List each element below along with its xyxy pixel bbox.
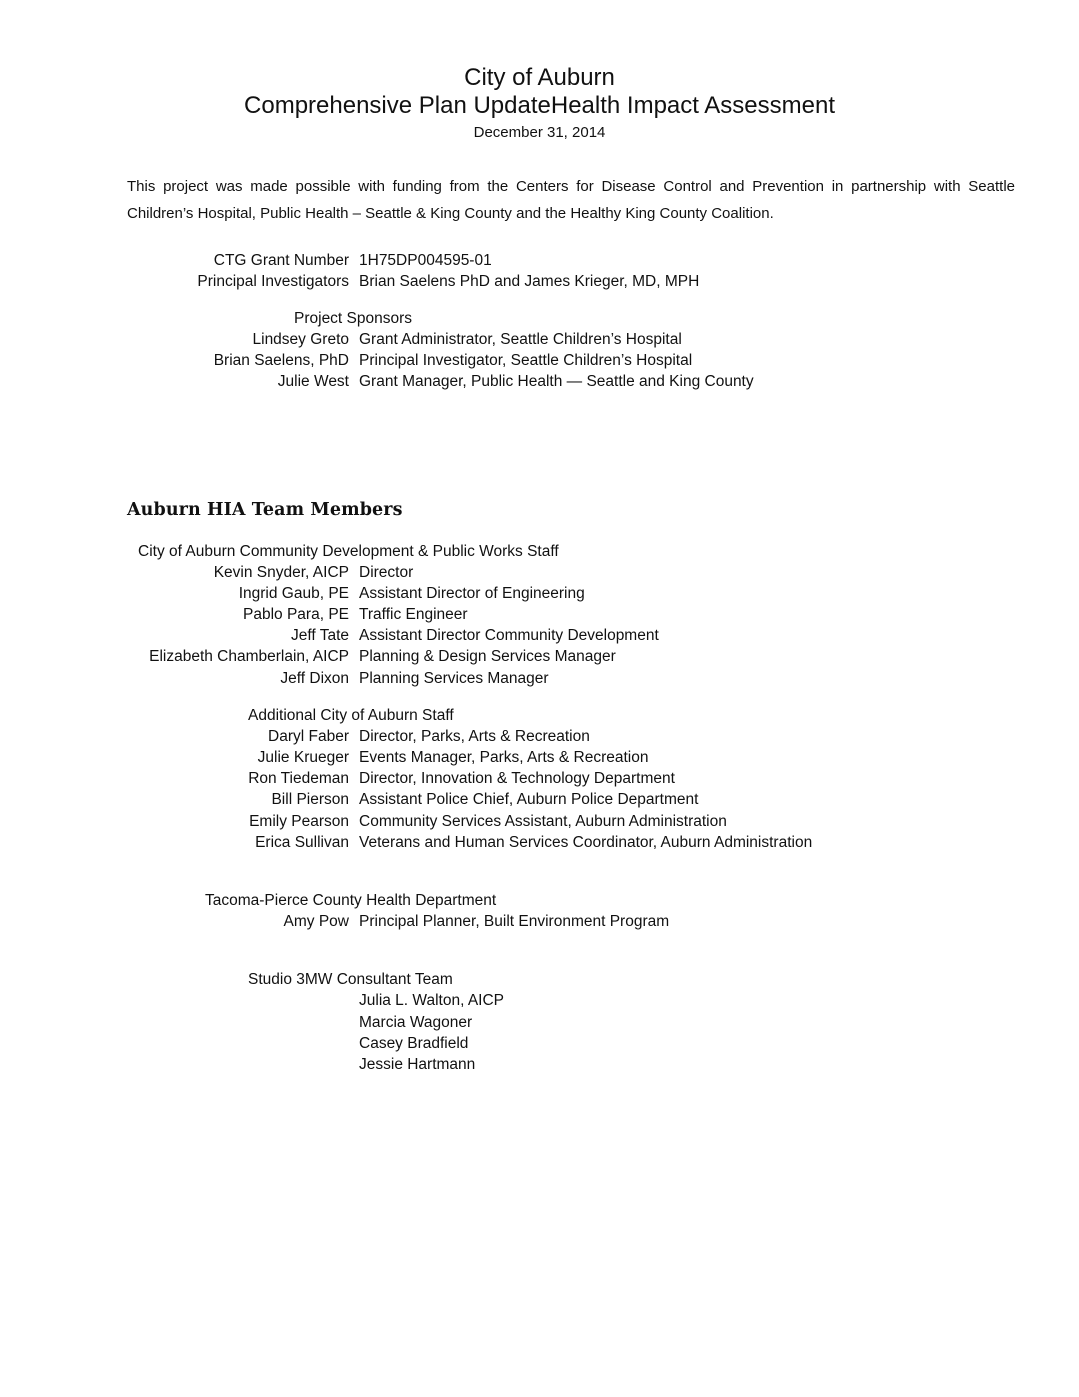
additional-staff-heading: Additional City of Auburn Staff [248, 707, 454, 724]
investigators-row [0, 271, 1079, 292]
list-item [0, 768, 1079, 789]
staff-name: Amy Pow [283, 913, 349, 930]
list-item [0, 726, 1079, 747]
staff-name: Erica Sullivan [255, 834, 349, 851]
list-item [0, 911, 1079, 932]
consultant-member: Casey Bradfield [359, 1035, 469, 1052]
sponsors-heading: Project Sponsors [294, 310, 413, 327]
staff-name: Ingrid Gaub, PE [238, 585, 349, 602]
staff-role: Assistant Director Community Development [359, 627, 659, 644]
staff-name: Ron Tiedeman [248, 770, 349, 787]
staff-name: Bill Pierson [271, 791, 349, 808]
grant-number-value: 1H75DP004595-01 [359, 252, 492, 269]
staff-name: Pablo Para, PE [243, 606, 349, 623]
staff-name: Emily Pearson [249, 813, 349, 830]
consultant-heading: Studio 3MW Consultant Team [248, 971, 453, 988]
list-item [0, 583, 1079, 604]
team-section-title: Auburn HIA Team Members [127, 500, 403, 520]
list-item [0, 747, 1079, 768]
staff-name: Elizabeth Chamberlain, AICP [149, 648, 349, 665]
list-item [0, 562, 1079, 583]
page-title: City of Auburn [464, 64, 615, 91]
investigators-value: Brian Saelens PhD and James Krieger, MD, MPH [359, 273, 700, 290]
staff-role: Director, Innovation & Technology Department [359, 770, 675, 787]
staff-role: Director [359, 564, 414, 581]
consultant-member: Marcia Wagoner [359, 1014, 473, 1031]
staff-role: Planning & Design Services Manager [359, 648, 616, 665]
page-subtitle: Comprehensive Plan UpdateHealth Impact Assessment [244, 92, 835, 119]
staff-name: Julie Krueger [257, 749, 349, 766]
consultant-member: Jessie Hartmann [359, 1056, 476, 1073]
staff-role: Director, Parks, Arts & Recreation [359, 728, 590, 745]
sponsor-role: Principal Investigator, Seattle Children’s Hospital [359, 352, 693, 369]
list-item [0, 625, 1079, 646]
sponsor-role: Grant Manager, Public Health — Seattle and King County [359, 373, 754, 390]
investigators-label: Principal Investigators [197, 273, 349, 290]
list-item [0, 789, 1079, 810]
consultant-member: Julia L. Walton, AICP [359, 992, 505, 1009]
funding-statement: This project was made possible with funding from the Centers for Disease Control and Prevention in partnership with Seattle Children’s Hospital, Public Health – Seattle & King County and the Healthy King County Coalition. [127, 178, 1015, 222]
sponsor-role: Grant Administrator, Seattle Children’s Hospital [359, 331, 682, 348]
staff-role: Community Services Assistant, Auburn Administration [359, 813, 727, 830]
document-date: December 31, 2014 [473, 124, 606, 141]
tacoma-heading: Tacoma-Pierce County Health Department [205, 892, 497, 909]
staff-name: Jeff Tate [290, 627, 349, 644]
list-item [0, 329, 1079, 350]
staff-role: Events Manager, Parks, Arts & Recreation [359, 749, 649, 766]
grant-number-row [0, 250, 1079, 271]
sponsor-name: Brian Saelens, PhD [213, 352, 349, 369]
staff-role: Principal Planner, Built Environment Program [359, 913, 670, 930]
list-item [0, 371, 1079, 392]
staff-name: Jeff Dixon [280, 670, 349, 687]
staff-role: Assistant Police Chief, Auburn Police Department [359, 791, 699, 808]
sponsor-name: Julie West [277, 373, 349, 390]
list-item [0, 811, 1079, 832]
staff-name: Kevin Snyder, AICP [213, 564, 349, 581]
list-item [0, 350, 1079, 371]
staff-role: Assistant Director of Engineering [359, 585, 585, 602]
staff-name: Daryl Faber [268, 728, 349, 745]
sponsor-name: Lindsey Greto [252, 331, 349, 348]
community-dev-heading: City of Auburn Community Development & Public Works Staff [138, 543, 559, 560]
list-item [0, 604, 1079, 625]
list-item [0, 668, 1079, 689]
list-item [0, 832, 1079, 853]
grant-number-label: CTG Grant Number [213, 252, 349, 269]
list-item [0, 646, 1079, 667]
staff-role: Traffic Engineer [359, 606, 468, 623]
staff-role: Veterans and Human Services Coordinator, Auburn Administration [359, 834, 813, 851]
staff-role: Planning Services Manager [359, 670, 549, 687]
